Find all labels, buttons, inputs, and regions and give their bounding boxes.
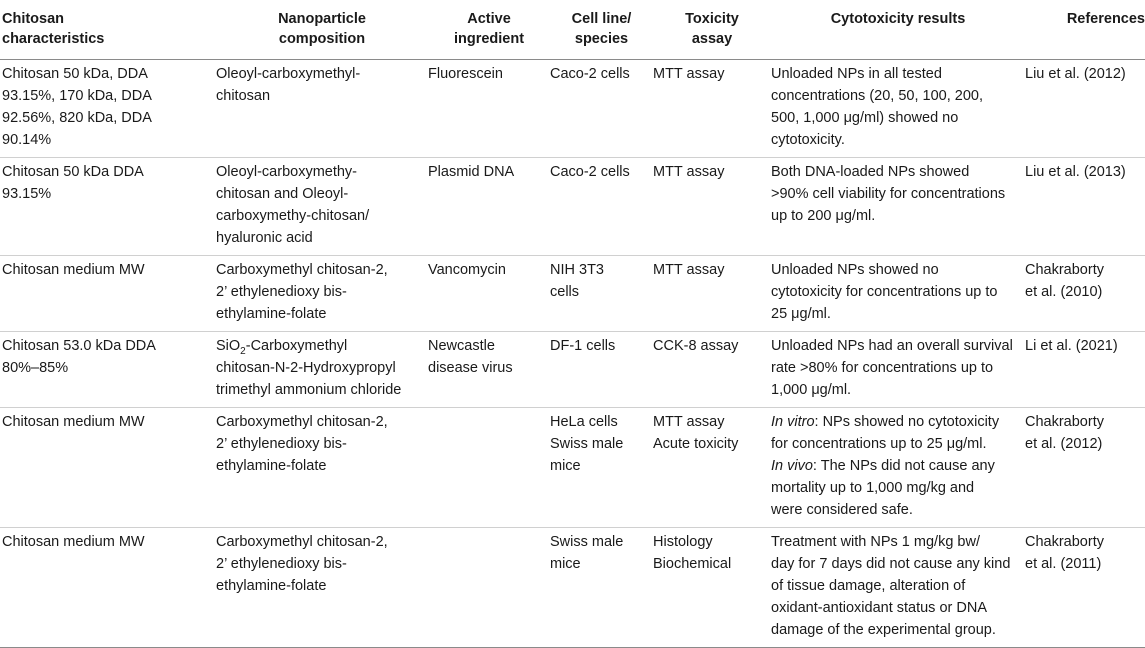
cell-active-ingredient: Fluorescein [428,60,550,158]
cell-nanoparticle: Carboxymethyl chitosan-2, 2’ ethylenedioxy bis- ethylamine-folate [216,528,428,648]
table-row [0,408,1145,528]
cell-reference: Chakraborty et al. (2012) [1025,408,1145,528]
cell-nanoparticle: Oleoyl-carboxymethy- chitosan and Oleoyl- carboxymethy-chitosan/ hyaluronic acid [216,158,428,256]
nanoparticle-formula-line: SiO$_2$-Carboxymethyl [216,338,348,357]
cell-chitosan: Chitosan 50 kDa DDA 93.15% [0,158,216,256]
cell-active-ingredient: Newcastle disease virus [428,332,550,408]
cell-cytotoxicity-results: Unloaded NPs had an overall survival rate >80% for concentrations up to 1,000 μg/ml. [771,332,1025,408]
header-active-ingredient: Active ingredient [428,0,550,60]
cell-cell-line: Swiss male mice [550,528,653,648]
cell-toxicity-assay: MTT assay Acute toxicity [653,408,771,528]
cell-chitosan: Chitosan medium MW [0,528,216,648]
cell-toxicity-assay: MTT assay [653,60,771,158]
cell-chitosan: Chitosan medium MW [0,408,216,528]
header-row [0,0,1145,60]
cell-cytotoxicity-results: Both DNA-loaded NPs showed >90% cell viability for concentrations up to 200 μg/ml. [771,158,1025,256]
cell-active-ingredient [428,408,550,528]
cell-toxicity-assay: MTT assay [653,256,771,332]
cell-reference: Liu et al. (2013) [1025,158,1145,256]
cell-cell-line: Caco-2 cells [550,158,653,256]
header-toxicity-assay: Toxicity assay [653,0,771,60]
cell-chitosan: Chitosan 53.0 kDa DDA 80%–85% [0,332,216,408]
cell-nanoparticle: Carboxymethyl chitosan-2, 2’ ethylenedioxy bis- ethylamine-folate [216,408,428,528]
header-references: References [1025,0,1145,60]
cell-reference: Liu et al. (2012) [1025,60,1145,158]
cell-chitosan: Chitosan medium MW [0,256,216,332]
table-row [0,158,1145,256]
cell-reference: Chakraborty et al. (2011) [1025,528,1145,648]
table-row [0,60,1145,158]
cell-active-ingredient [428,528,550,648]
cell-cytotoxicity-results: Unloaded NPs showed no cytotoxicity for concentrations up to 25 μg/ml. [771,256,1025,332]
header-chitosan-characteristics: Chitosan characteristics [0,0,216,60]
in-vivo-label: In vivo [771,458,813,474]
cell-cytotoxicity-results: Unloaded NPs in all tested concentrations (20, 50, 100, 200, 500, 1,000 μg/ml) showed no cytotoxicity. [771,60,1025,158]
cell-toxicity-assay: CCK-8 assay [653,332,771,408]
header-cell-line-species: Cell line/ species [550,0,653,60]
cell-cell-line: Caco-2 cells [550,60,653,158]
table-row [0,256,1145,332]
cell-active-ingredient: Vancomycin [428,256,550,332]
cell-toxicity-assay: MTT assay [653,158,771,256]
cell-cell-line: NIH 3T3 cells [550,256,653,332]
cell-nanoparticle: Carboxymethyl chitosan-2, 2’ ethylenedioxy bis- ethylamine-folate [216,256,428,332]
cell-toxicity-assay: Histology Biochemical [653,528,771,648]
cell-reference: Chakraborty et al. (2010) [1025,256,1145,332]
cell-nanoparticle: SiO$_2$-Carboxymethyl chitosan-N-2-Hydroxypropyl trimethyl ammonium chloride [216,332,428,408]
cell-cell-line: DF-1 cells [550,332,653,408]
in-vitro-label: In vitro [771,414,815,430]
cell-cell-line: HeLa cells Swiss male mice [550,408,653,528]
cell-active-ingredient: Plasmid DNA [428,158,550,256]
header-cytotoxicity-results: Cytotoxicity results [771,0,1025,60]
cell-chitosan: Chitosan 50 kDa, DDA 93.15%, 170 kDa, DDA 92.56%, 820 kDa, DDA 90.14% [0,60,216,158]
cell-cytotoxicity-results: In vitro: NPs showed no cytotoxicity for concentrations up to 25 μg/ml. In vivo: The NPs did not cause any mortality up to 1,000 mg/kg and were considered safe. [771,408,1025,528]
header-nanoparticle-composition: Nanoparticle composition [216,0,428,60]
table-row [0,528,1145,648]
cell-reference: Li et al. (2021) [1025,332,1145,408]
cell-cytotoxicity-results: Treatment with NPs 1 mg/kg bw/ day for 7 days did not cause any kind of tissue damage, alteration of oxidant-antioxidant status or DNA damage of the experimental group. [771,528,1025,648]
table-row [0,332,1145,408]
cell-nanoparticle: Oleoyl-carboxymethyl- chitosan [216,60,428,158]
